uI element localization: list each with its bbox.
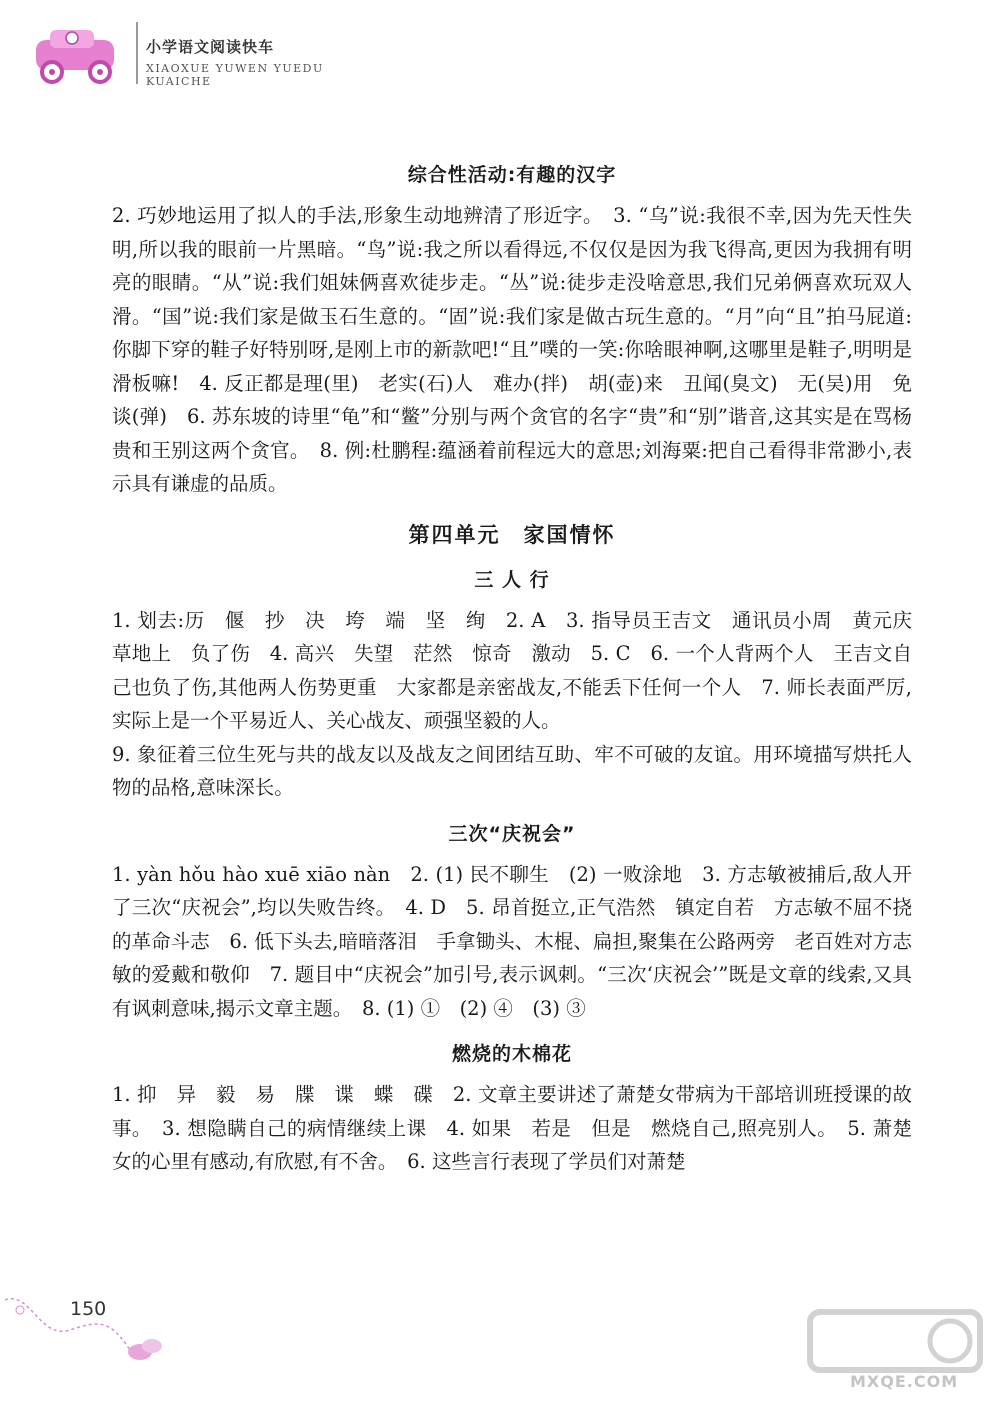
- page-header: [28, 22, 388, 92]
- section-title: 三次“庆祝会”: [448, 822, 576, 845]
- section-title: 综合性活动:有趣的汉字: [407, 164, 617, 186]
- section-answers: 1. 抑 异 毅 易 牒 谍 蝶 碟 2. 文章主要讲述了萧楚女带病为干部培训班授课的故事。 3. 想隐瞒自己的病情继续上课 4. 如果 若是 但是 燃烧自己,照亮别人。 5. 萧楚女的心里有感动,有欣慰,有不舍。 6. 这些言行表现了学员们对萧楚: [112, 1083, 912, 1173]
- unit-title: 第四单元 家国情怀: [408, 522, 616, 547]
- butterfly-swirl-icon: [0, 1280, 200, 1380]
- section-answers: 2. 巧妙地运用了拟人的手法,形象生动地辨清了形近字。 3. “乌”说:我很不幸,因为先天性失明,所以我的眼前一片黑暗。“鸟”说:我之所以看得远,不仅仅是因为我飞得高,更因为我拥有明亮的眼睛。“从”说:我们姐妹俩喜欢徒步走。“丛”说:徒步走没啥意思,我们兄弟俩喜欢玩双人滑。“国”说:我们家是做玉石生意的。“固”说:我们家是做古玩生意的。“月”向“且”拍马屁道:你脚下穿的鞋子好特别呀,是刚上市的新款吧!“且”噗的一笑:你啥眼神啊,这哪里是鞋子,明明是滑板嘛! 4. 反正都是理(里) 老实(石)人 难办(拌) 胡(壶)来 丑闻(臭文) 无(吴)用 免谈(弹) 6. 苏东坡的诗里“龟”和“鳖”分别与两个贪官的名字“贵”和“别”谐音,这其实是在骂杨贵和王别这两个贪官。 8. 例:杜鹏程:蕴涵着前程远大的意思;刘海粟:把自己看得非常渺小,表示具有谦虚的品质。: [112, 204, 912, 495]
- pink-toy-car-icon: [28, 22, 128, 86]
- book-title-pinyin: XIAOXUE YUWEN YUEDU KUAICHE: [146, 62, 324, 88]
- page-number: 150: [70, 1298, 107, 1320]
- section-title: 燃烧的木棉花: [451, 1043, 572, 1065]
- watermark-text: MXQE.COM: [850, 1372, 959, 1391]
- section-answers: 1. 划去:历 偃 抄 决 垮 端 坚 绚 2. A 3. 指导员王吉文 通讯员小周 黄元庆 草地上 负了伤 4. 高兴 失望 茫然 惊奇 激动 5. C 6. 一个人背两个人 王吉文自己也负了伤,其他两人伤势更重 大家都是亲密战友,不能丢下任何一个人 7. 师长表面严厉,实际上是一个平易近人、关心战友、顽强坚毅的人。 9. 象征着三位生死与共的战友以及战友之间团结互助、牢不可破的友谊。用环境描写烘托人物的品格,意味深长。: [112, 608, 912, 799]
- answer-content: [112, 150, 912, 1193]
- section-title: 三 人 行: [474, 568, 550, 591]
- header-divider: [136, 22, 138, 84]
- section-answers: 1. yàn hǒu hào xuē xiāo nàn 2. (1) 民不聊生 (2) 一败涂地 3. 方志敏被捕后,敌人开了三次“庆祝会”,均以失败告终。 4. D 5. 昂首挺立,正气浩然 镇定自若 方志敏不屈不挠的革命斗志 6. 低下头去,暗暗落泪 手拿锄头、木棍、扁担,聚集在公路两旁 老百姓对方志敏的爱戴和敬仰 7. 题目中“庆祝会”加引号,表示讽刺。“三次‘庆祝会’”既是文章的线索,又具有讽刺意味,揭示文章主题。 8. (1) ① (2) ④ (3) ③: [112, 862, 912, 1020]
- book-title: 小学语文阅读快车: [146, 38, 275, 56]
